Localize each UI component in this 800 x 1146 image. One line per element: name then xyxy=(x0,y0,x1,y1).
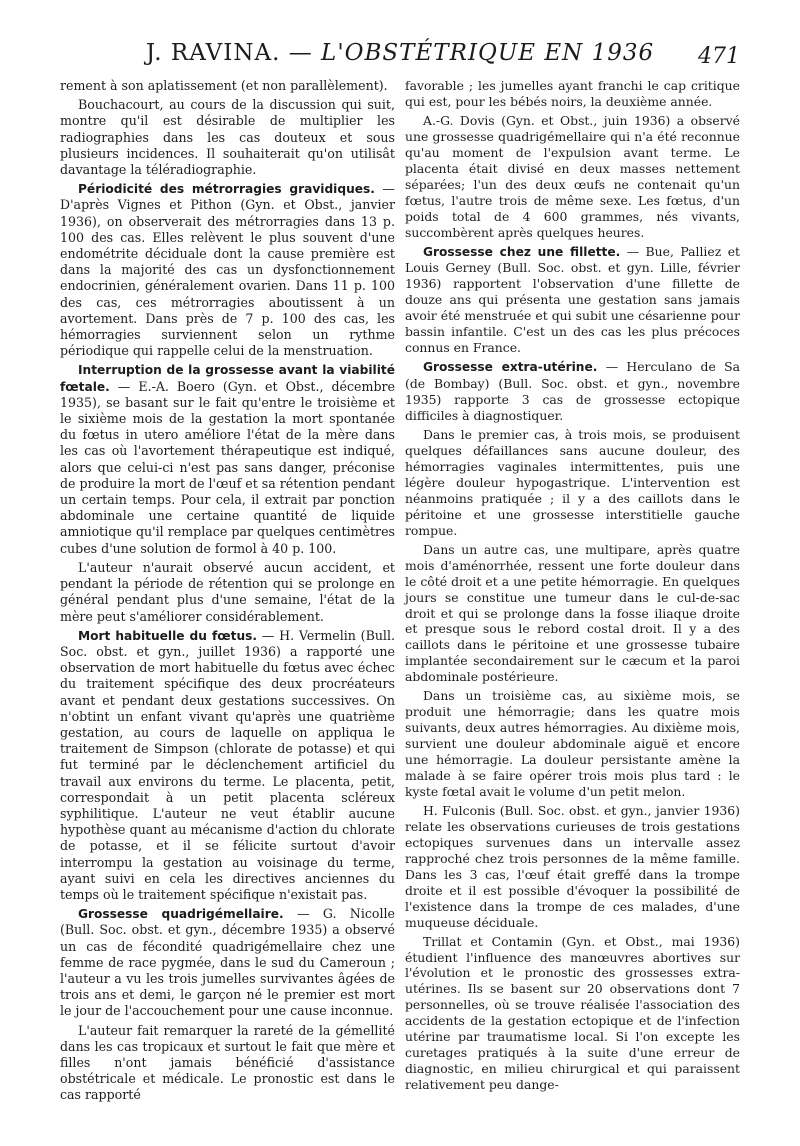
header-title: L'OBSTÉTRIQUE EN xyxy=(321,40,584,66)
section-heading: Grossesse quadrigémellaire. xyxy=(78,907,284,922)
page-number: 471 xyxy=(698,44,740,69)
paragraph-text: relate les observations curieuses de trois gestations ectopiques survenues dans un intervalle assez rapproché chez trois personnes de la même famille. Dans les 3 cas, l'œuf était greffé dans la trompe droite et il est possible d'évoquer la possibilité de l'existence dans la trompe de ces malades, d'une muqueuse déciduale. xyxy=(405,818,740,930)
paragraph xyxy=(405,542,740,686)
paragraph xyxy=(60,97,395,178)
section-heading: Grossesse chez une fillette. xyxy=(423,244,621,259)
running-header xyxy=(60,36,740,76)
paragraph-text: rement à son aplatissement (et non parallèlement). xyxy=(60,78,388,93)
paragraph xyxy=(60,560,395,625)
running-title xyxy=(60,40,740,66)
paragraph-text: — H. Vermelin (Bull. Soc. obst. et gyn., juillet 1936) a rapporté une observation de mort habituelle du fœtus avec échec du traitement spécifique des deux procréateurs avant et pendant deux gestations successives. On n'obtint un enfant vivant qu'après une quatrième gestation, au cours de laquelle on appliqua le traitement de Simpson (chlorate de potasse) et qui fut terminé par le déclenchement artificiel du travail aux environs du terme. Le placenta, petit, correspondait à un petit placenta scléreux syphilitique. L'auteur ne veut établir aucune hypothèse quant au mécanisme d'action du chlorate de potasse, et il se félicite surtout d'avoir interrompu la gestation au voisinage du terme, ayant suivi en cela les directives anciennes du temps où le traitement spécifique n'existait pas. xyxy=(60,627,395,902)
paragraph xyxy=(405,427,740,539)
paragraph-text: — Bue, Palliez et Louis Gerney (Bull. Soc. obst. et gyn. Lille, février 1936) rapportent l'observation d'une fillette de douze ans qui présenta une gestation sans jamais avoir été menstruée et qui subit une césarienne pour bassin infantile. C'est un des cas les plus précoces connus en France. xyxy=(405,243,741,356)
citation-lead: H. Fulconis (Bull. Soc. obst. et gyn., janvier 1936) xyxy=(423,802,740,818)
section-heading: Mort habituelle du fœtus. xyxy=(78,628,257,643)
paragraph xyxy=(60,628,395,903)
paragraph xyxy=(60,362,395,556)
paragraph-text: étudient l'influence des manœuvres abortives sur l'évolution et le pronostic des grossesses extra-utérines. Ils se basent sur 20 observations dont 7 personnelles, où se trouve réalisée l'association des accidents de la gestation ectopique et de l'infection utérine par traumatisme local. Si l'on excepte les curetages pratiqués à la suite d'une erreur de diagnostic, en milieu chirurgical et qui paraissent relativement peu dange- xyxy=(405,949,740,1093)
paragraph xyxy=(405,934,740,1094)
paragraph xyxy=(405,688,740,800)
paragraph-text: L'auteur fait remarquer la rareté de la gémellité dans les cas tropicaux et surtout le fait que mère et filles n'ont jamais bénéficié d'assistance obstétricale et médicale. Le pronostic est dans le cas rapporté xyxy=(60,1022,395,1103)
paragraph-text: — G. Nicolle (Bull. Soc. obst. et gyn., décembre 1935) a observé un cas de fécondité quadrigémellaire chez une femme de race pygmée, dans le sud du Cameroun ; l'auteur a vu les trois jumelles survivantes âgées de trois ans et demi, le garçon né le premier est mort le jour de l'accouchement pour une cause inconnue. xyxy=(60,906,395,1019)
paragraph xyxy=(405,359,740,424)
paragraph-text: Dans un troisième cas, au sixième mois, se produit une hémorragie; dans les quatre mois suivants, deux autres hémorragies. Au dixième mois, survient une douleur abdominale aiguë et encore une hémorragie. La douleur persistante amène la malade à se faire opérer trois mois plus tard : le kyste fœtal avait le volume d'un petit melon. xyxy=(405,688,740,799)
paragraph xyxy=(60,181,395,359)
paragraph-text: A.-G. Dovis (Gyn. et Obst., juin 1936) a observé une grossesse quadrigémellaire qui n'a été reconnue qu'au moment de l'expulsion avant terme. Le placenta était divisé en deux masses nettement séparées; l'un des deux œufs ne contenait qu'un fœtus, l'autre trois de même sexe. Les fœtus, d'un poids total de 4 600 grammes, nés vivants, succombèrent après quelques heures. xyxy=(405,112,740,240)
header-author: J. RAVINA. — xyxy=(145,40,313,66)
left-column xyxy=(60,78,395,1104)
paragraph-text: Bouchacourt, au cours de la discussion qui suit, montre qu'il est désirable de multiplier les radiographies dans les cas douteux et sous plusieurs incidences. Il souhaiterait qu'on utilisât davantage la téléradiographie. xyxy=(60,97,395,178)
section-heading: Grossesse extra-utérine. xyxy=(423,360,598,375)
section-heading: Interruption de la grossesse avant la viabilité fœtale. xyxy=(60,363,395,394)
paragraph-text: Dans le premier cas, à trois mois, se produisent quelques défaillances sans aucune douleur, des hémorragies vaginales intermittentes, puis une légère douleur hypogastrique. L'intervention est néanmoins pratiquée ; il y a des caillots dans le péritoine et une grossesse interstitielle gauche rompue. xyxy=(405,427,740,538)
header-year: 1936 xyxy=(591,40,655,66)
citation-lead: Trillat et Contamin (Gyn. et Obst., mai 1936) xyxy=(423,933,740,949)
paragraph-text: — Herculano de Sa (de Bombay) (Bull. Soc. obst. et gyn., novembre 1935) rapporte 3 cas de grossesse ectopique difficiles à diagnostiquer. xyxy=(405,359,741,424)
paragraph xyxy=(60,78,395,94)
paragraph-text: Dans un autre cas, une multipare, après quatre mois d'aménorrhée, ressent une forte douleur dans le côté droit et a une petite hémorragie. En quelques jours se constitue une tumeur dans le cul-de-sac droit et qui se prolonge dans la fosse iliaque droite et presque sous le rebord costal droit. Il y a des caillots dans le péritoine et une grossesse tubaire implantée secondairement sur le cæcum et la paroi abdominale postérieure. xyxy=(405,541,740,685)
paragraph-text: L'auteur n'aurait observé aucun accident, et pendant la période de rétention qui se prolonge en général pendant plus d'une semaine, l'état de la mère peut s'améliorer considérablement. xyxy=(60,559,395,624)
section-heading: Périodicité des métrorragies gravidiques. xyxy=(78,182,375,197)
paragraph-text: — E.-A. Boero (Gyn. et Obst., décembre 1935), se basant sur le fait qu'entre le troisième et le sixième mois de la gestation la mort spontanée du fœtus in utero améliore l'état de la mère dans les cas où l'avortement thérapeutique est indiqué, alors que celui-ci n'est pas sans danger, préconise de produire la mort de l'œuf et sa rétention pendant un certain temps. Pour cela, il extrait par ponction abdominale une certaine quantité de liquide amniotique qu'il remplace par quelques centimètres cubes d'une solution de formol à 40 p. 100. xyxy=(60,378,395,556)
right-column xyxy=(405,78,740,1093)
paragraph xyxy=(405,244,740,357)
paragraph xyxy=(60,906,395,1019)
paragraph xyxy=(405,113,740,241)
paragraph xyxy=(405,803,740,931)
paragraph-text: — D'après Vignes et Pithon (Gyn. et Obst., janvier 1936), on observerait des métrorragies dans 13 p. 100 des cas. Elles relèvent le plus souvent d'une endométrite déciduale dont la cause première est dans la majorité des cas un dysfonctionnement endocrinien, généralement ovarien. Dans 11 p. 100 des cas, ces métrorragies aboutissent à un avortement. Dans près de 7 p. 100 des cas, les hémorragies surviennent selon un rythme périodique qui rappelle celui de la menstruation. xyxy=(60,181,395,359)
paragraph xyxy=(405,78,740,110)
paragraph xyxy=(60,1023,395,1104)
paragraph-text: favorable ; les jumelles ayant franchi le cap critique qui est, pour les bébés noirs, la deuxième année. xyxy=(405,78,740,109)
